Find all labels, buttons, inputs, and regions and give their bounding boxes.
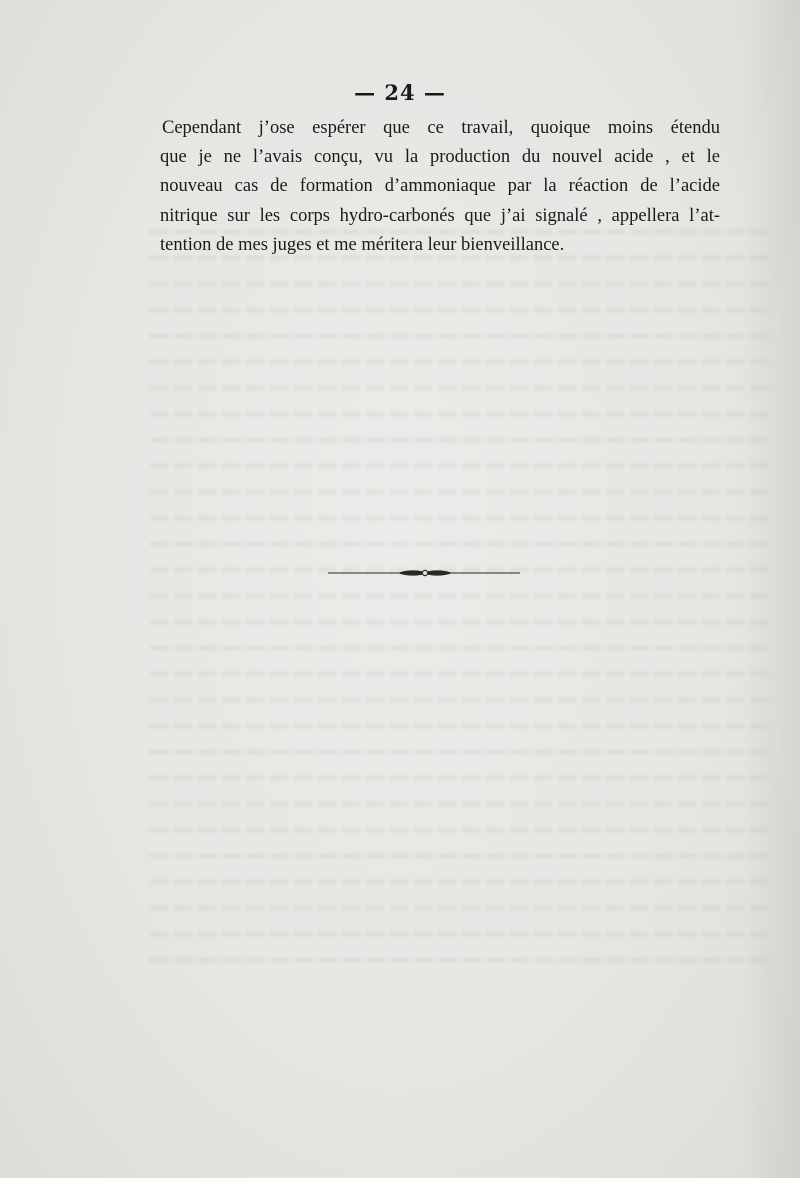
bleed-through-texture xyxy=(150,230,770,990)
paragraph-line: nitrique sur les corps hydro-carbonés que j’ai signalé , appellera l’at- xyxy=(160,205,720,226)
paragraph xyxy=(160,114,720,260)
page-number: — 24 — xyxy=(354,80,446,105)
paragraph-line: que je ne l’avais conçu, vu la production du nouvel acide , et le xyxy=(160,147,720,168)
page-edge-shadow xyxy=(740,0,800,1178)
paragraph-line: tention de mes juges et me méritera leur bienveillance. xyxy=(160,234,565,255)
typographic-rule-ornament-icon xyxy=(328,565,520,581)
paragraph-line: nouveau cas de formation d’ammoniaque par la réaction de l’acide xyxy=(160,176,720,197)
paragraph-line: Cependant j’ose espérer que ce travail, quoique moins étendu xyxy=(162,118,720,138)
